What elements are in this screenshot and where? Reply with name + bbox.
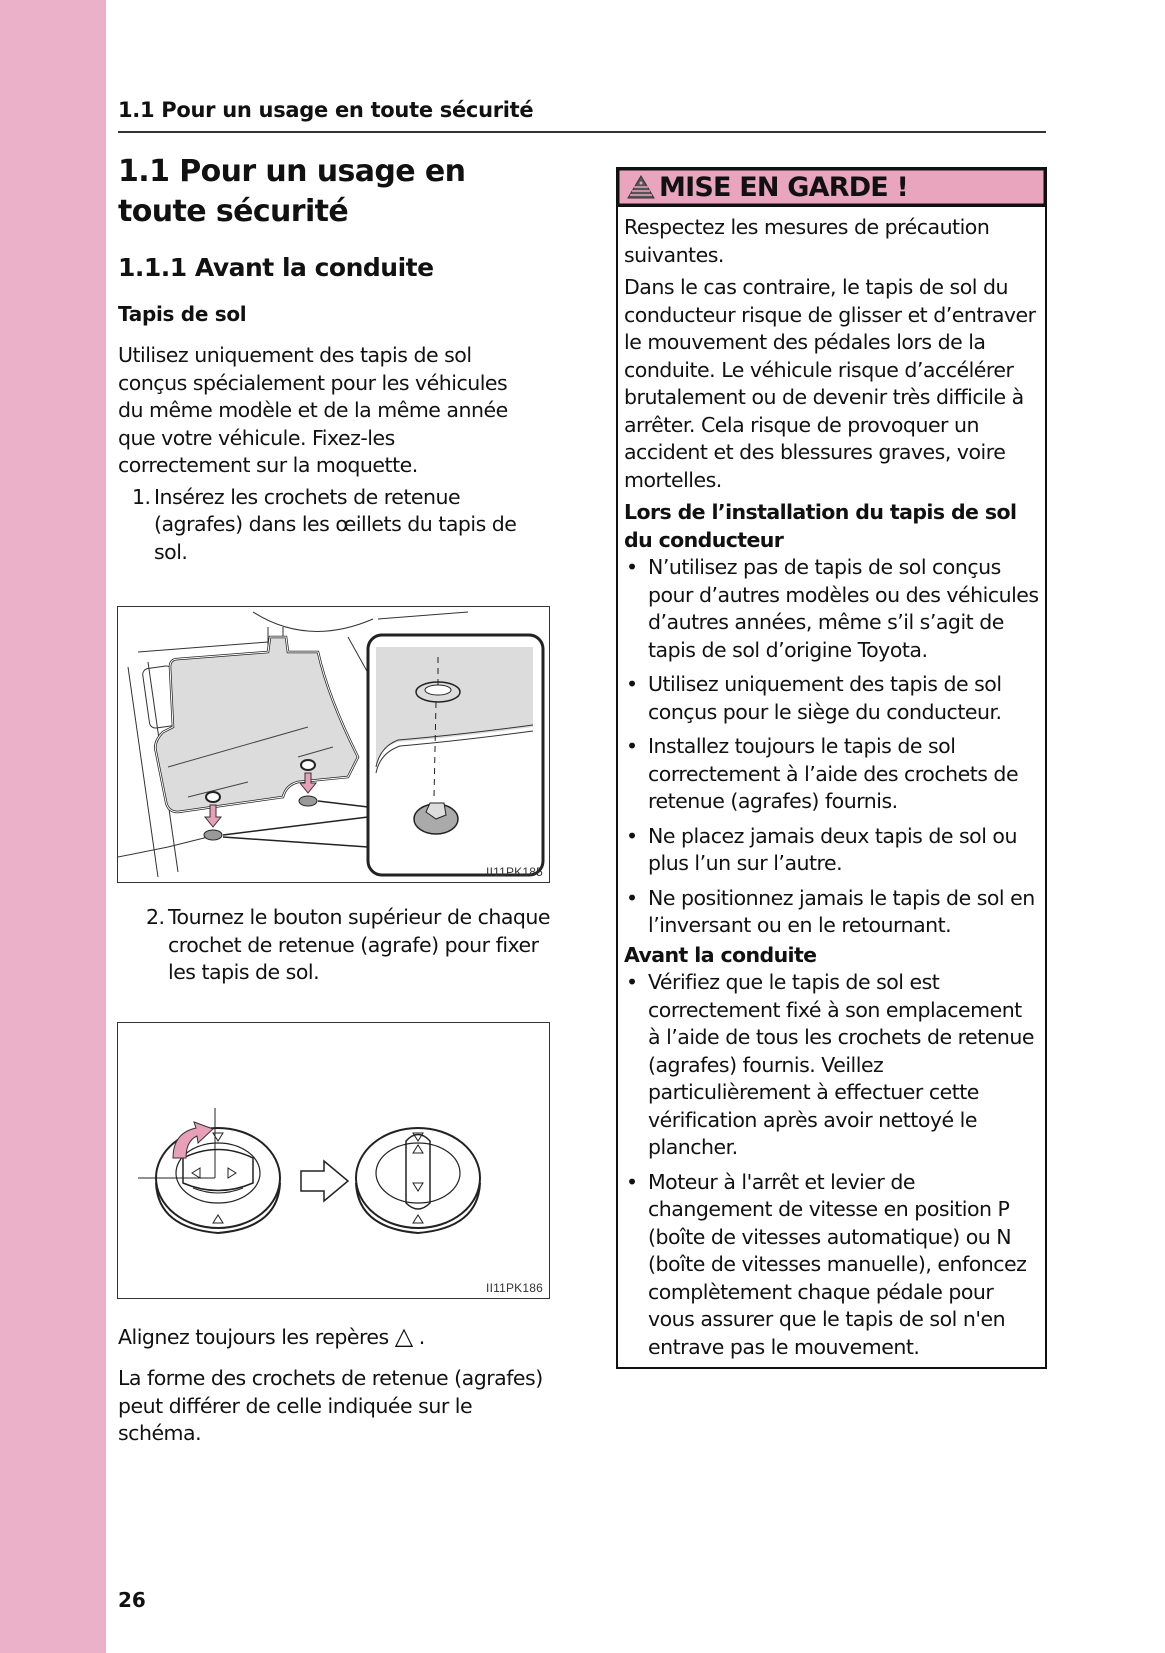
warning-title: MISE EN GARDE ! bbox=[659, 171, 909, 203]
warning-section-heading: Avant la conduite bbox=[624, 942, 817, 967]
warning-box bbox=[616, 167, 1047, 1369]
step-2 bbox=[146, 904, 561, 987]
step-1 bbox=[132, 484, 547, 567]
page-number: 26 bbox=[118, 1588, 146, 1612]
warning-consequence: Dans le cas contraire, le tapis de sol du conducteur risque de glisser et d’entraver le mouvement des pédales lors de la conduite. Le véhicule risque d’accélérer brutalement ou de devenir très difficile à arrêter. Cela risque de provoquer un accident et des blessures graves, voire mortelles. bbox=[624, 275, 1036, 492]
chapter-color-band bbox=[0, 0, 106, 1653]
intro-paragraph: Utilisez uniquement des tapis de sol conçus spécialement pour les véhicules du même modèle et de la même année que votre véhicule. Fixez-les correctement sur la moquette. bbox=[118, 343, 508, 477]
header-divider bbox=[118, 131, 1046, 133]
step-text: Tournez le bouton supérieur de chaque crochet de retenue (agrafe) pour fixer les tapis de sol. bbox=[168, 905, 551, 984]
figure-clip-rotation bbox=[117, 1022, 550, 1299]
warning-bullet: • Vérifiez que le tapis de sol est correctement fixé à son emplacement à l’aide de tous les crochets de retenue (agrafes) fournis. Veillez particulièrement à effectuer cette vérification après avoir nettoyé le plancher. bbox=[626, 970, 1034, 1159]
warning-bullet: • Installez toujours le tapis de sol correctement à l’aide des crochets de retenue (agrafes) fournis. bbox=[626, 734, 1019, 813]
subsection-title: 1.1.1 Avant la conduite bbox=[118, 253, 434, 282]
running-header: 1.1 Pour un usage en toute sécurité bbox=[118, 98, 534, 122]
warning-intro: Respectez les mesures de précaution suivantes. bbox=[624, 215, 990, 267]
warning-bullet: • Ne placez jamais deux tapis de sol ou plus l’un sur l’autre. bbox=[626, 823, 1017, 875]
warning-body bbox=[618, 207, 1045, 1367]
warning-bullet: • Ne positionnez jamais le tapis de sol en l’inversant ou en le retournant. bbox=[626, 885, 1035, 937]
floor-mat-illustration bbox=[118, 607, 548, 881]
step-number: 1. bbox=[132, 484, 151, 509]
warning-header bbox=[618, 169, 1045, 207]
warning-bullet: • Moteur à l'arrêt et levier de changement de vitesse en position P (boîte de vitesses automatique) ou N (boîte de vitesses manuelle), enfoncez complètement chaque pédale pour vous assurer que le tapis de sol n'en entrave pas le mouvement. bbox=[626, 1169, 1027, 1359]
triangle-marker-icon: △ bbox=[394, 1322, 413, 1350]
step-number: 2. bbox=[146, 905, 165, 929]
warning-bullet: • Utilisez uniquement des tapis de sol conçus pour le siège du conducteur. bbox=[626, 672, 1002, 724]
figure-floor-mat-install bbox=[117, 606, 550, 883]
step-text: Insérez les crochets de retenue (agrafes) dans les œillets du tapis de sol. bbox=[154, 484, 517, 564]
topic-heading: Tapis de sol bbox=[118, 302, 247, 326]
section-title: 1.1 Pour un usage en toute sécurité bbox=[118, 154, 466, 229]
shape-note: La forme des crochets de retenue (agrafes) peut différer de celle indiquée sur le schéma. bbox=[118, 1366, 543, 1445]
figure-code: II11PK186 bbox=[486, 1281, 543, 1295]
warning-section-heading: Lors de l’installation du tapis de sol du conducteur bbox=[624, 500, 1017, 552]
warning-bullet: • N’utilisez pas de tapis de sol conçus pour d’autres modèles ou des véhicules d’autres années, même s’il s’agit de tapis de sol d’origine Toyota. bbox=[626, 555, 1039, 662]
left-column bbox=[118, 152, 553, 566]
align-note: Alignez toujours les repères △ . bbox=[118, 1322, 425, 1350]
clip-rotation-illustration bbox=[118, 1023, 548, 1297]
figure-code: II11PK185 bbox=[486, 865, 543, 879]
warning-triangle-icon bbox=[626, 174, 656, 200]
